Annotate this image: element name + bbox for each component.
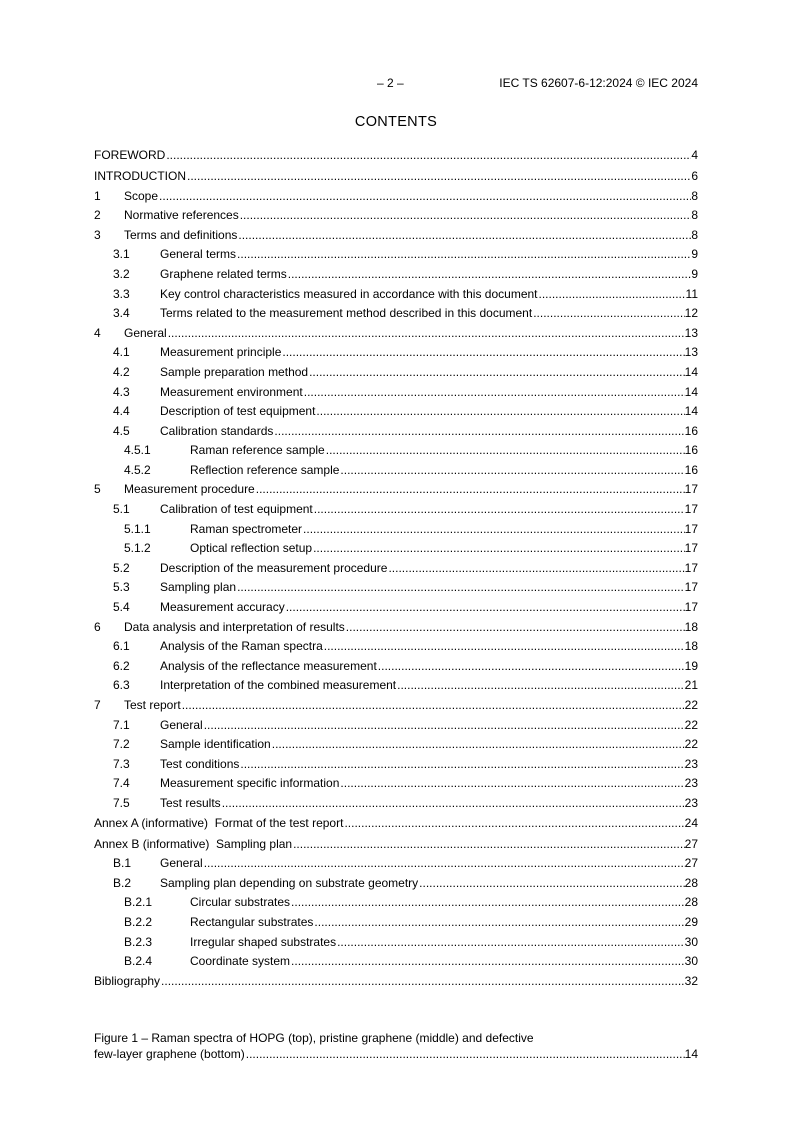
toc-entry-number: 1 (94, 188, 101, 203)
toc-entry-page: 28 (684, 895, 698, 910)
toc-entry[interactable] (94, 735, 698, 755)
toc-entry-number: B.2.2 (124, 914, 153, 929)
toc-entry-page: 27 (684, 856, 698, 871)
toc-entry-title: Analysis of the reflectance measurement (160, 658, 377, 673)
list-of-figures (94, 1030, 698, 1062)
toc-entry-title: Scope (124, 188, 159, 203)
toc-entry-page: 16 (684, 462, 698, 477)
page-number: – 2 – (377, 76, 404, 90)
toc-entry[interactable] (94, 854, 698, 874)
toc-entry[interactable] (94, 480, 698, 500)
dot-leader (304, 383, 685, 403)
toc-entry[interactable] (94, 324, 698, 344)
dot-leader (388, 559, 684, 579)
dot-leader (204, 716, 685, 736)
toc-entry-title: Measurement environment (160, 384, 303, 399)
toc-entry-number: 4.3 (113, 384, 130, 399)
toc-entry-title: Description of test equipment (160, 404, 316, 419)
toc-entry-page: 28 (684, 875, 698, 890)
toc-entry[interactable] (94, 245, 698, 265)
toc-entry-page: 13 (684, 345, 698, 360)
toc-entry-title: Measurement procedure (124, 482, 255, 497)
toc-entry-title: Interpretation of the combined measurement (160, 678, 397, 693)
table-of-contents (94, 146, 698, 991)
toc-entry-title: Graphene related terms (160, 266, 287, 281)
toc-entry-title: Annex A (informative) Format of the test report (94, 815, 344, 830)
toc-entry-title: Annex B (informative) Sampling plan (94, 836, 293, 851)
toc-entry-page: 22 (684, 698, 698, 713)
toc-entry-number: 4.5.2 (124, 462, 151, 477)
toc-entry-page: 23 (684, 776, 698, 791)
toc-entry-page: 9 (691, 266, 698, 281)
toc-entry-page: 14 (684, 404, 698, 419)
toc-entry[interactable] (94, 285, 698, 305)
dot-leader (288, 265, 692, 285)
toc-entry-number: 5.1.1 (124, 521, 151, 536)
toc-entry-number: B.2.4 (124, 954, 153, 969)
toc-entry-title: Data analysis and interpretation of results (124, 619, 345, 634)
toc-entry-number: 7.5 (113, 795, 130, 810)
dot-leader (222, 794, 685, 814)
toc-entry-number: 2 (94, 208, 101, 223)
toc-entry[interactable] (94, 226, 698, 246)
toc-entry-title: Test report (124, 698, 181, 713)
dot-leader (159, 187, 691, 207)
toc-entry[interactable] (94, 893, 698, 913)
toc-entry-title: Test conditions (160, 756, 240, 771)
toc-entry-title: Sample identification (160, 737, 271, 752)
toc-entry-page: 30 (684, 954, 698, 969)
toc-entry-number: 7 (94, 698, 101, 713)
toc-entry[interactable] (94, 578, 698, 598)
dot-leader (378, 657, 685, 677)
toc-entry-page: 24 (684, 815, 698, 830)
toc-entry-number: 6 (94, 619, 101, 634)
toc-entry-title: General (160, 856, 203, 871)
toc-entry[interactable] (94, 441, 698, 461)
toc-entry-number: 4.1 (113, 345, 130, 360)
toc-entry[interactable] (94, 696, 698, 716)
toc-entry-page: 9 (691, 247, 698, 262)
toc-entry[interactable] (94, 835, 698, 855)
toc-entry-number: 7.2 (113, 737, 130, 752)
toc-entry-page: 13 (684, 325, 698, 340)
dot-leader (286, 598, 685, 618)
dot-leader (291, 893, 685, 913)
dot-leader (293, 835, 685, 855)
page-header (94, 76, 698, 92)
toc-entry-title: Calibration standards (160, 423, 274, 438)
toc-entry-page: 12 (684, 306, 698, 321)
toc-entry-title: Measurement accuracy (160, 600, 285, 615)
dot-leader (397, 676, 685, 696)
toc-entry-title: Test results (160, 795, 221, 810)
toc-entry[interactable] (94, 559, 698, 579)
standard-identifier: IEC TS 62607-6-12:2024 © IEC 2024 (499, 76, 698, 90)
toc-entry-number: 3.4 (113, 306, 130, 321)
toc-entry-page: 30 (684, 934, 698, 949)
toc-entry[interactable] (94, 933, 698, 953)
toc-entry-title: Terms and definitions (124, 227, 238, 242)
toc-entry-number: 6.3 (113, 678, 130, 693)
dot-leader (314, 500, 685, 520)
toc-entry-number: 3.1 (113, 247, 130, 262)
toc-entry[interactable] (94, 716, 698, 736)
figure-entry-page: 14 (684, 1047, 698, 1061)
dot-leader (340, 774, 684, 794)
toc-entry-title: Normative references (124, 208, 239, 223)
toc-entry-page: 21 (684, 678, 698, 693)
toc-entry-page: 14 (684, 384, 698, 399)
toc-entry-number: 3 (94, 227, 101, 242)
dot-leader (166, 146, 691, 166)
toc-entry[interactable] (94, 461, 698, 481)
toc-entry-page: 23 (684, 795, 698, 810)
toc-entry-page: 17 (684, 482, 698, 497)
toc-entry-page: 18 (684, 639, 698, 654)
dot-leader (313, 539, 685, 559)
figure-entry[interactable] (94, 1030, 698, 1062)
dot-leader (337, 933, 685, 953)
toc-entry[interactable] (94, 972, 698, 992)
toc-entry-page: 17 (684, 502, 698, 517)
toc-entry-page: 17 (684, 541, 698, 556)
toc-entry[interactable] (94, 187, 698, 207)
toc-entry-number: 7.3 (113, 756, 130, 771)
toc-entry-number: B.2.3 (124, 934, 153, 949)
toc-entry-number: 6.1 (113, 639, 130, 654)
dot-leader (182, 696, 685, 716)
toc-entry-page: 14 (684, 364, 698, 379)
dot-leader (237, 578, 685, 598)
toc-entry-title: Terms related to the measurement method described in this document (160, 306, 533, 321)
toc-entry-page: 8 (691, 208, 698, 223)
toc-entry-page: 29 (684, 914, 698, 929)
page-title: CONTENTS (354, 114, 438, 130)
dot-leader (204, 854, 685, 874)
toc-entry[interactable] (94, 304, 698, 324)
toc-entry-number: B.2.1 (124, 895, 153, 910)
toc-entry-number: 3.3 (113, 286, 130, 301)
toc-entry-page: 4 (691, 148, 698, 162)
dot-leader (303, 520, 685, 540)
toc-entry-title: Coordinate system (190, 954, 291, 969)
toc-entry[interactable] (94, 814, 698, 834)
dot-leader (272, 735, 685, 755)
toc-entry-number: 6.2 (113, 658, 130, 673)
toc-entry-title: Optical reflection setup (190, 541, 313, 556)
toc-entry-number: 4.2 (113, 364, 130, 379)
toc-entry-number: 3.2 (113, 266, 130, 281)
toc-entry[interactable] (94, 539, 698, 559)
toc-entry[interactable] (94, 363, 698, 383)
toc-entry-number: 5.2 (113, 560, 130, 575)
toc-entry-page: 8 (691, 188, 698, 203)
toc-entry-number: 4.5.1 (124, 443, 151, 458)
toc-entry[interactable] (94, 657, 698, 677)
toc-entry-page: 17 (684, 560, 698, 575)
toc-entry-title: Bibliography (94, 973, 161, 988)
toc-entry-title: General (160, 717, 203, 732)
toc-entry-number: 5.4 (113, 600, 130, 615)
dot-leader (314, 913, 684, 933)
toc-entry-page: 17 (684, 580, 698, 595)
toc-entry-page: 16 (684, 423, 698, 438)
dot-leader (533, 304, 684, 324)
toc-entry-page: 8 (691, 227, 698, 242)
dot-leader (316, 402, 684, 422)
dot-leader (282, 343, 684, 363)
toc-entry-title: Sample preparation method (160, 364, 309, 379)
toc-entry[interactable] (94, 676, 698, 696)
dot-leader (237, 245, 691, 265)
toc-entry[interactable] (94, 913, 698, 933)
dot-leader (309, 363, 685, 383)
toc-entry[interactable] (94, 637, 698, 657)
toc-entry-title: General (124, 325, 167, 340)
toc-entry-page: 6 (691, 168, 698, 183)
toc-entry-title: Key control characteristics measured in accordance with this document (160, 286, 538, 301)
toc-entry-number: B.1 (113, 856, 132, 871)
toc-entry-page: 18 (684, 619, 698, 634)
dot-leader (168, 324, 685, 344)
dot-leader (256, 480, 685, 500)
toc-entry-page: 17 (684, 600, 698, 615)
toc-entry-title: INTRODUCTION (94, 168, 186, 183)
toc-entry[interactable] (94, 874, 698, 894)
figure-caption-line-1: Figure 1 – Raman spectra of HOPG (top), pristine graphene (middle) and defective (94, 1031, 534, 1045)
toc-entry-page: 16 (684, 443, 698, 458)
toc-entry-title: Analysis of the Raman spectra (160, 639, 323, 654)
dot-leader (291, 952, 685, 972)
toc-entry[interactable] (94, 520, 698, 540)
toc-entry-page: 17 (684, 521, 698, 536)
dot-leader (326, 441, 685, 461)
dot-leader (324, 637, 685, 657)
toc-entry-number: 5.3 (113, 580, 130, 595)
toc-entry[interactable] (94, 265, 698, 285)
toc-entry-page: 19 (684, 658, 698, 673)
toc-entry-title: Irregular shaped substrates (190, 934, 337, 949)
dot-leader (240, 755, 684, 775)
dot-leader (539, 285, 686, 305)
dot-leader (419, 874, 684, 894)
toc-entry[interactable] (94, 422, 698, 442)
dot-leader (346, 618, 685, 638)
toc-entry-page: 32 (684, 973, 698, 988)
dot-leader (246, 1046, 685, 1062)
toc-entry[interactable] (94, 755, 698, 775)
toc-entry-page: 22 (684, 737, 698, 752)
toc-entry[interactable] (94, 383, 698, 403)
toc-entry[interactable] (94, 206, 698, 226)
toc-entry-title: Sampling plan depending on substrate geometry (160, 875, 419, 890)
toc-entry-title: Rectangular substrates (190, 914, 314, 929)
toc-entry-title: Raman spectrometer (190, 521, 303, 536)
dot-leader (340, 461, 684, 481)
dot-leader (161, 972, 685, 992)
toc-entry-number: 4 (94, 325, 101, 340)
toc-entry[interactable] (94, 402, 698, 422)
toc-entry[interactable] (94, 598, 698, 618)
toc-entry[interactable] (94, 618, 698, 638)
toc-entry-page: 27 (684, 836, 698, 851)
toc-entry[interactable] (94, 146, 698, 166)
toc-entry-page: 11 (685, 286, 698, 301)
toc-entry-title: Description of the measurement procedure (160, 560, 388, 575)
toc-entry-number: 4.4 (113, 404, 130, 419)
dot-leader (274, 422, 684, 442)
dot-leader (187, 167, 691, 187)
toc-entry-number: 7.4 (113, 776, 130, 791)
toc-entry-number: 4.5 (113, 423, 130, 438)
dot-leader (240, 206, 692, 226)
toc-entry-number: 5.1.2 (124, 541, 151, 556)
toc-entry[interactable] (94, 167, 698, 187)
toc-entry-number: 5.1 (113, 502, 130, 517)
toc-entry-title: Measurement principle (160, 345, 282, 360)
toc-entry-title: Circular substrates (190, 895, 291, 910)
toc-entry[interactable] (94, 774, 698, 794)
dot-leader (344, 814, 684, 834)
toc-entry-number: 7.1 (113, 717, 130, 732)
figure-caption-line-2: few-layer graphene (bottom) (94, 1047, 245, 1061)
toc-entry-title: Raman reference sample (190, 443, 325, 458)
toc-entry-title: FOREWORD (94, 148, 166, 162)
dot-leader (238, 226, 691, 246)
toc-entry-page: 23 (684, 756, 698, 771)
toc-entry-title: Reflection reference sample (190, 462, 340, 477)
toc-entry[interactable] (94, 500, 698, 520)
toc-entry-title: General terms (160, 247, 237, 262)
toc-entry-title: Sampling plan (160, 580, 237, 595)
toc-entry[interactable] (94, 343, 698, 363)
toc-entry-number: B.2 (113, 875, 132, 890)
toc-entry[interactable] (94, 952, 698, 972)
toc-entry-title: Calibration of test equipment (160, 502, 313, 517)
toc-entry[interactable] (94, 794, 698, 814)
toc-entry-number: 5 (94, 482, 101, 497)
toc-entry-page: 22 (684, 717, 698, 732)
toc-entry-title: Measurement specific information (160, 776, 340, 791)
